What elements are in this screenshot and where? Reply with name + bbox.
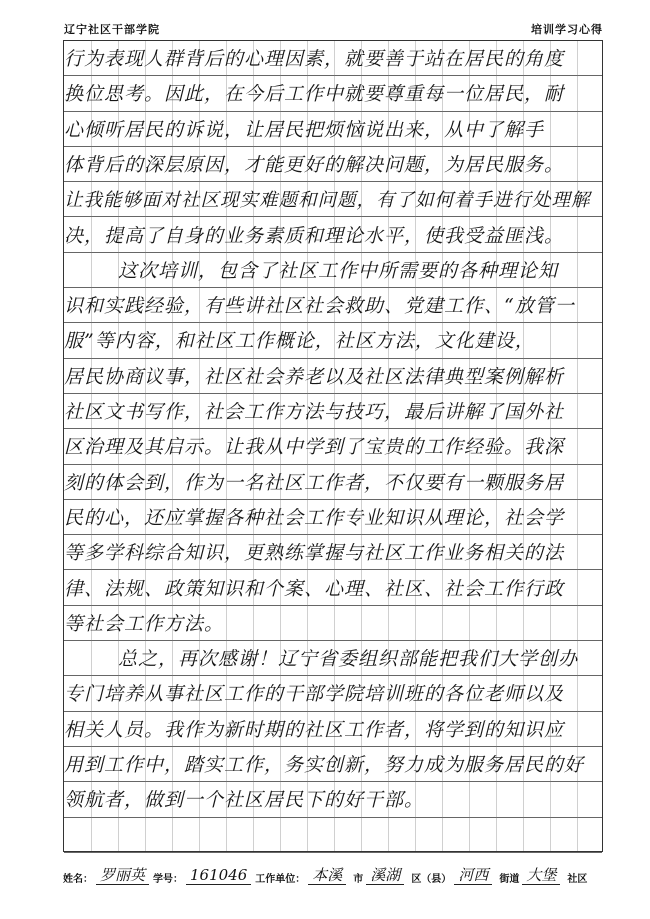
student-id-label: 学号： [153, 874, 184, 885]
city-unit: 市 [353, 874, 364, 885]
essay-line: 区治理及其启示。让我从中学到了宝贵的工作经验。我深 [64, 436, 565, 459]
essay-line: 等社会工作方法。 [64, 612, 225, 635]
essay-line: 领航者，做到一个社区居民下的好干部。 [64, 789, 425, 812]
district-unit: 区（县） [411, 874, 452, 885]
essay-line: 刻的体会到，作为一名社区工作者，不仅要有一颗服务居 [64, 471, 565, 494]
header-school-name: 辽宁社区干部学院 [64, 23, 160, 36]
work-unit-label: 工作单位： [255, 874, 306, 885]
essay-line: 体背后的深层原因，才能更好的解决问题，为居民服务。 [64, 153, 565, 176]
essay-line: 行为表现人群背后的心理因素，就要善于站在居民的角度 [64, 48, 565, 70]
street-value: 河西 [454, 866, 492, 885]
footer-info [63, 861, 608, 885]
essay-line: 相关人员。我作为新时期的社区工作者，将学到的知识应 [64, 718, 565, 741]
essay-line: 居民协商议事，社区社会养老以及社区法律典型案例解析 [64, 365, 565, 388]
city-value: 本溪 [308, 866, 346, 885]
community-unit: 社区 [567, 874, 588, 885]
header-document-title: 培训学习心得 [531, 23, 603, 36]
essay-line: 让我能够面对社区现实难题和问题，有了如何着手进行处理解 [64, 189, 591, 211]
essay-line: 心倾听居民的诉说，让居民把烦恼说出来，从中了解手 [64, 118, 545, 141]
essay-line: 识和实践经验，有些讲社区社会救助、党建工作、“放管一 [64, 295, 575, 318]
essay-line: 民的心，还应掌握各种社会工作专业知识从理论，社会学 [64, 506, 565, 529]
street-unit: 街道 [499, 874, 520, 885]
essay-line: 服”等内容，和社区工作概论，社区方法，文化建设， [64, 330, 535, 353]
name-label: 姓名： [63, 874, 93, 885]
essay-line: 换位思考。因此，在今后工作中就要尊重每一位居民，耐 [64, 83, 565, 106]
name-value: 罗丽英 [96, 866, 149, 885]
essay-line: 社区文书写作，社会工作方法与技巧，最后讲解了国外社 [64, 401, 565, 423]
essay-line: 决，提高了自身的业务素质和理论水平，使我受益匪浅。 [64, 224, 565, 247]
student-id-value: 161046 [186, 866, 251, 885]
essay-line: 总之，再次感谢！辽宁省委组织部能把我们大学创办 [118, 648, 579, 671]
essay-line: 这次培训，包含了社区工作中所需要的各种理论知 [118, 259, 559, 282]
essay-line: 专门培养从事社区工作的干部学院培训班的各位老师以及 [64, 683, 565, 706]
community-value: 大堡 [522, 866, 560, 885]
district-value: 溪湖 [366, 866, 404, 885]
essay-line: 用到工作中，踏实工作，务实创新，努力成为服务居民的好 [64, 754, 585, 776]
essay-line: 律、法规、政策知识和个案、心理、社区、社会工作行政 [64, 577, 565, 600]
essay-line: 等多学科综合知识，更熟练掌握与社区工作业务相关的法 [64, 542, 565, 565]
